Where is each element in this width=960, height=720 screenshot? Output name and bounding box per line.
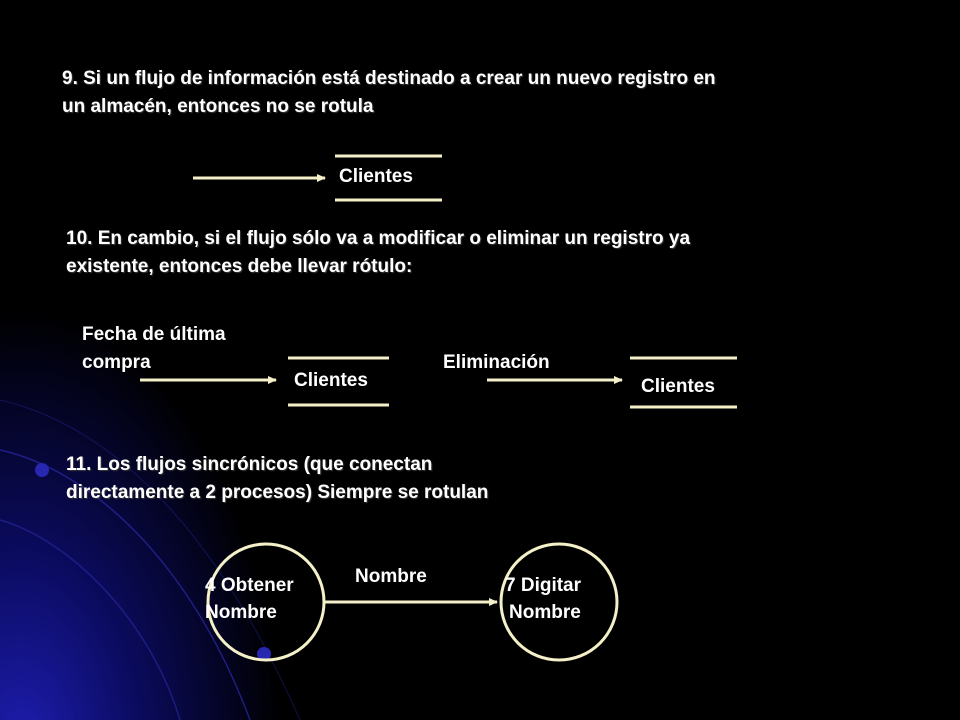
- rule10-text-line1: 10. En cambio, si el flujo sólo va a modificar o eliminar un registro ya: [66, 228, 691, 249]
- rule11-flow-label: Nombre: [355, 566, 427, 587]
- rule11-text-line1: 11. Los flujos sincrónicos (que conectan: [66, 454, 433, 475]
- process-4-label-line2: Nombre: [205, 602, 277, 623]
- process-7-label-line1: 7 Digitar: [505, 575, 582, 596]
- process-4-label-line1: 4 Obtener: [205, 575, 294, 596]
- rule9-store-label: Clientes: [339, 166, 413, 187]
- rule11-text-line2: directamente a 2 procesos) Siempre se rotulan: [66, 482, 489, 503]
- rule10-store1-label: Clientes: [294, 370, 368, 391]
- process-7-label-line2: Nombre: [509, 602, 581, 623]
- rule10-text-line2: existente, entonces debe llevar rótulo:: [66, 256, 413, 277]
- rule10-flow1-label-line1: Fecha de última: [82, 324, 226, 345]
- rule9-text-line1: 9. Si un flujo de información está destinado a crear un nuevo registro en: [62, 68, 716, 89]
- rule10-flow2-label: Eliminación: [443, 352, 550, 373]
- rule10-flow1-label-line2: compra: [82, 352, 151, 373]
- rule10-store2-label: Clientes: [641, 376, 715, 397]
- rule9-text-line2: un almacén, entonces no se rotula: [62, 96, 374, 117]
